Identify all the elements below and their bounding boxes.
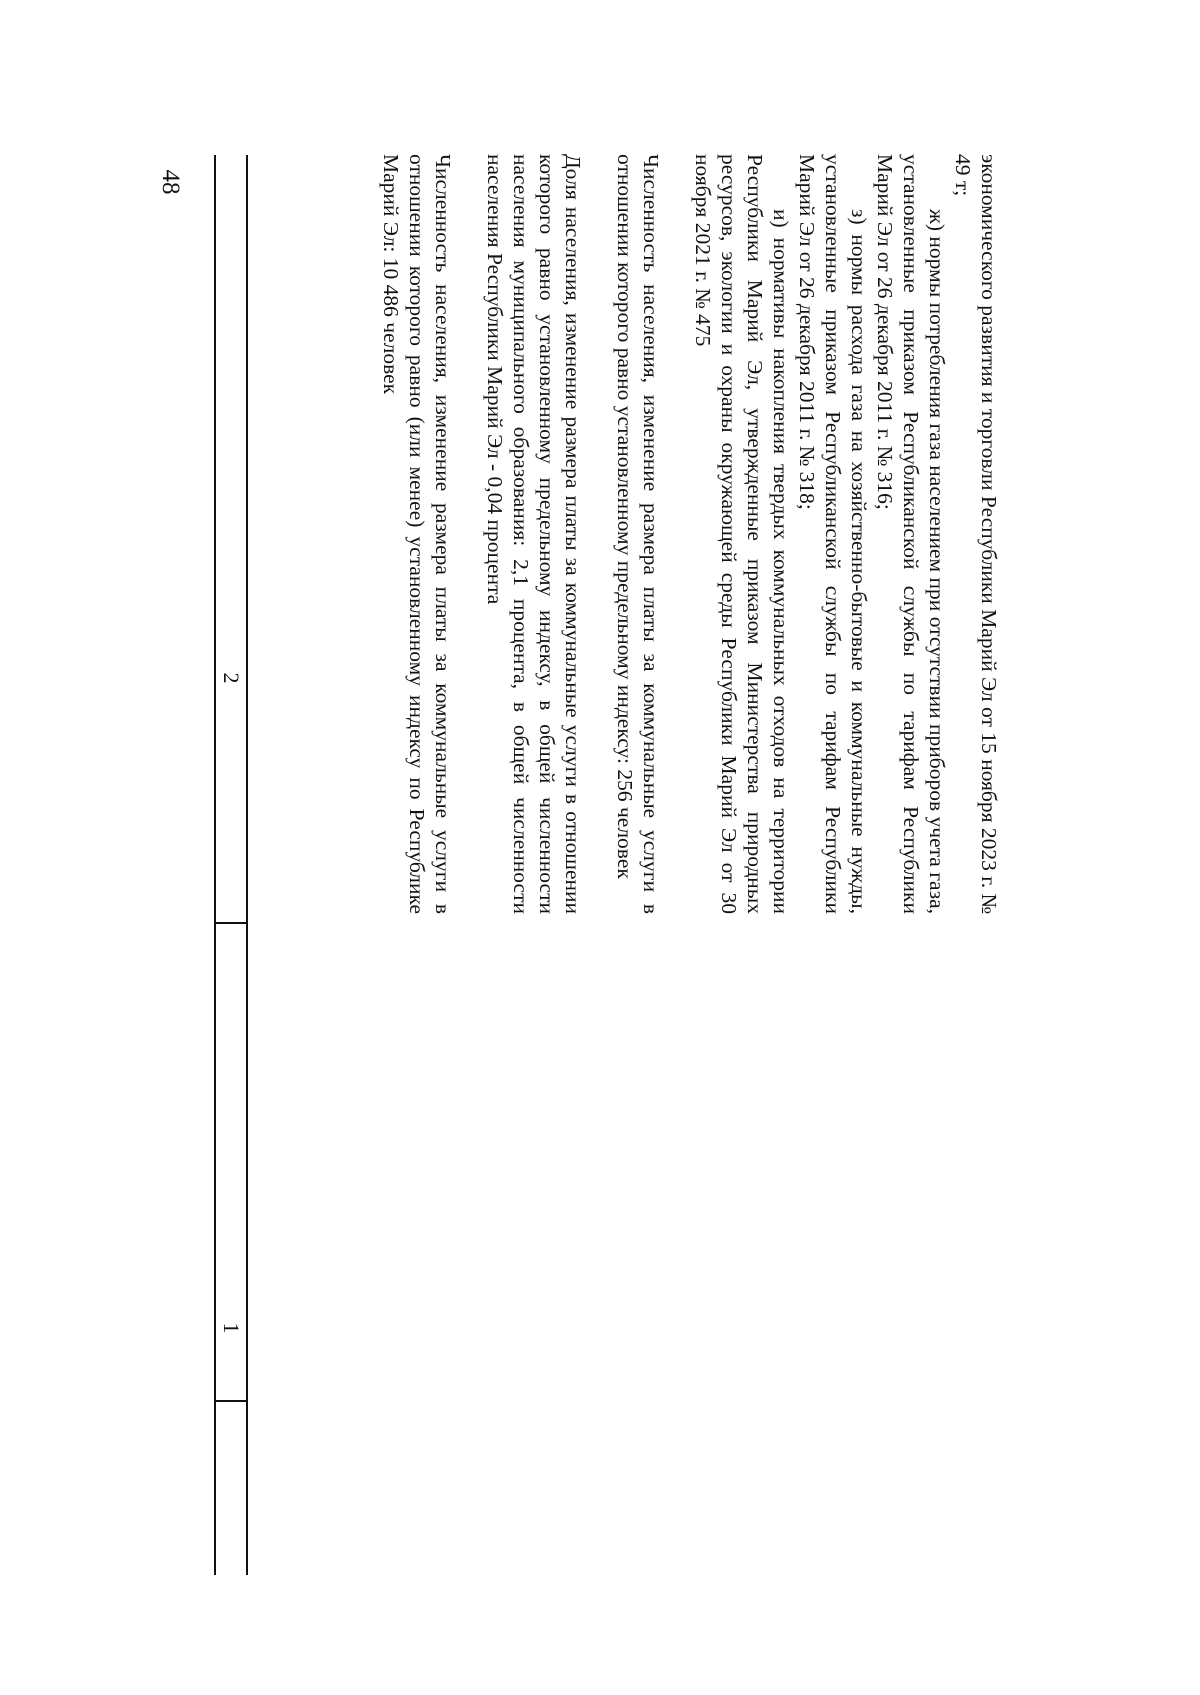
table-column-divider-1 [214,1400,246,1402]
column-1-header: 1 [219,1322,244,1334]
spacer [586,154,612,914]
table-top-border [214,155,216,1575]
spacer [664,154,690,914]
paragraph-population-share: Доля населения, изменение размера платы за коммунальные услуги в отношении которого равно установленному предельному индексу, в общей численности населения муниципального образования: 2,1 процента, в общей численности населения Республики Марий Эл - 0,04 процента [483,154,585,914]
page-number: 48 [157,169,184,195]
paragraph-gas-consumption-norms: ж) нормы потребления газа населением при отсутствии приборов учета газа, установленные приказом Республиканской службы по тарифам Республики Марий Эл от 26 декабря 2011 г. № 316; [873,154,949,914]
table-content [378,154,1002,914]
paragraph-economic-development: экономического развития и торговли Республики Марий Эл от 15 ноября 2023 г. № 49 т; [951,154,1001,914]
table-header-border [246,155,248,1575]
paragraph-population-republic: Численность населения, изменение размера платы за коммунальные услуги в отношении которого равно (или менее) установленному индексу по Республике Марий Эл: 10 486 человек [379,154,455,914]
paragraph-gas-usage-norms: з) нормы расхода газа на хозяйственно-бытовые и коммунальные нужды, установленные приказом Республиканской службы по тарифам Республики Марий Эл от 26 декабря 2011 г. № 318; [795,154,871,914]
paragraph-population-count: Численность населения, изменение размера платы за коммунальные услуги в отношении которого равно установленному предельному индексу: 256 человек [613,154,663,914]
column-2-header: 2 [219,672,244,684]
paragraph-waste-norms: и) нормативы накопления твердых коммунальных отходов на территории Республики Марий Эл, утвержденные приказом Министерства природных ресурсов, экологии и охраны окружающей среды Республики Марий Эл от 30 ноября 2021 г. № 475 [691,154,793,914]
spacer [456,154,482,914]
table-column-divider-2 [214,922,246,924]
